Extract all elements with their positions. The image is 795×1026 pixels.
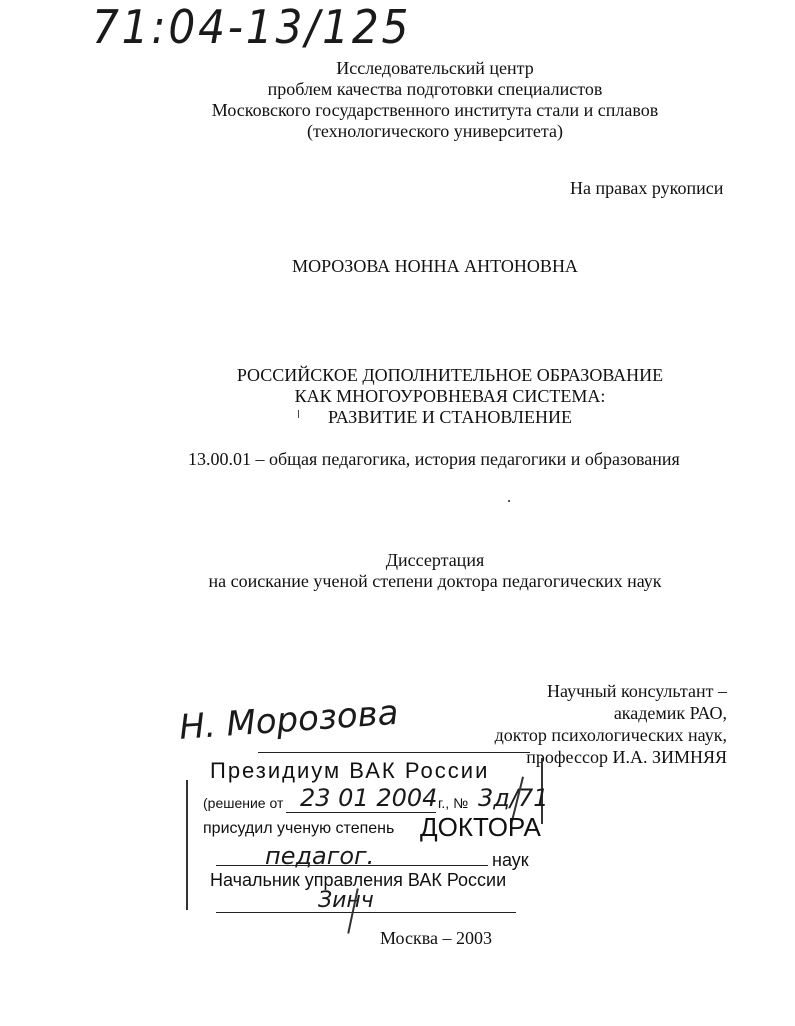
consultant-line: Научный консультант – [547, 681, 727, 701]
stamp-underline [216, 865, 488, 866]
stamp-sciences-label: наук [492, 850, 529, 870]
institute-line: Исследовательский центр [336, 58, 534, 78]
institute-line: проблем качества подготовки специалистов [267, 79, 603, 99]
scientific-consultant [440, 680, 727, 768]
institute-line: Московского государственного института стали и сплавов [211, 100, 659, 120]
city-year: Москва – 2003 [380, 928, 492, 948]
scan-dot [508, 500, 510, 502]
stamp-awarded-label: присудил ученую степень [203, 820, 395, 837]
institute-block [0, 58, 795, 142]
stamp-underline [286, 812, 436, 813]
stamp-date: 23 01 2004 [300, 784, 438, 812]
signature-line [258, 752, 530, 753]
dissertation-degree-block [0, 550, 795, 592]
consultant-line: академик РАО, [613, 703, 727, 723]
title-line: РАЗВИТИЕ И СТАНОВЛЕНИЕ [328, 407, 572, 427]
stamp-underline [216, 912, 516, 913]
title-line: РОССИЙСКОЕ ДОПОЛНИТЕЛЬНОЕ ОБРАЗОВАНИЕ [236, 365, 664, 385]
dissertation-title [0, 365, 795, 428]
rights-note: На правах рукописи [570, 178, 724, 198]
dissertation-line: Диссертация [385, 550, 485, 570]
archive-code: 71:04-13/125 [92, 0, 412, 54]
scan-mark [298, 410, 299, 418]
stamp-number: 3д/71 [478, 784, 549, 812]
stamp-number-label: г., № [438, 795, 469, 811]
specialty-code: 13.00.01 – общая педагогика, история педагогики и образования [188, 449, 680, 469]
consultant-line: доктор психологических наук, [494, 725, 727, 745]
dissertation-line: на соискание ученой степени доктора педагогических наук [208, 571, 662, 591]
stamp-border [186, 780, 188, 910]
stamp-field: педагог. [265, 842, 375, 870]
author-signature: Н. Морозова [178, 692, 400, 748]
stamp-decision-label: (решение от [203, 795, 284, 811]
consultant-line: профессор И.А. ЗИМНЯЯ [526, 747, 727, 767]
stamp-head-signature: Зинч [318, 888, 374, 913]
author-name: МОРОЗОВА НОННА АНТОНОВНА [292, 256, 578, 276]
institute-line: (технологического университета) [307, 121, 563, 141]
stamp-degree: ДОКТОРА [420, 812, 541, 842]
stamp-title: Президиум ВАК России [210, 758, 490, 783]
title-line: КАК МНОГОУРОВНЕВАЯ СИСТЕМА: [294, 386, 606, 406]
stamp-head-label: Начальник управления ВАК России [210, 870, 507, 890]
